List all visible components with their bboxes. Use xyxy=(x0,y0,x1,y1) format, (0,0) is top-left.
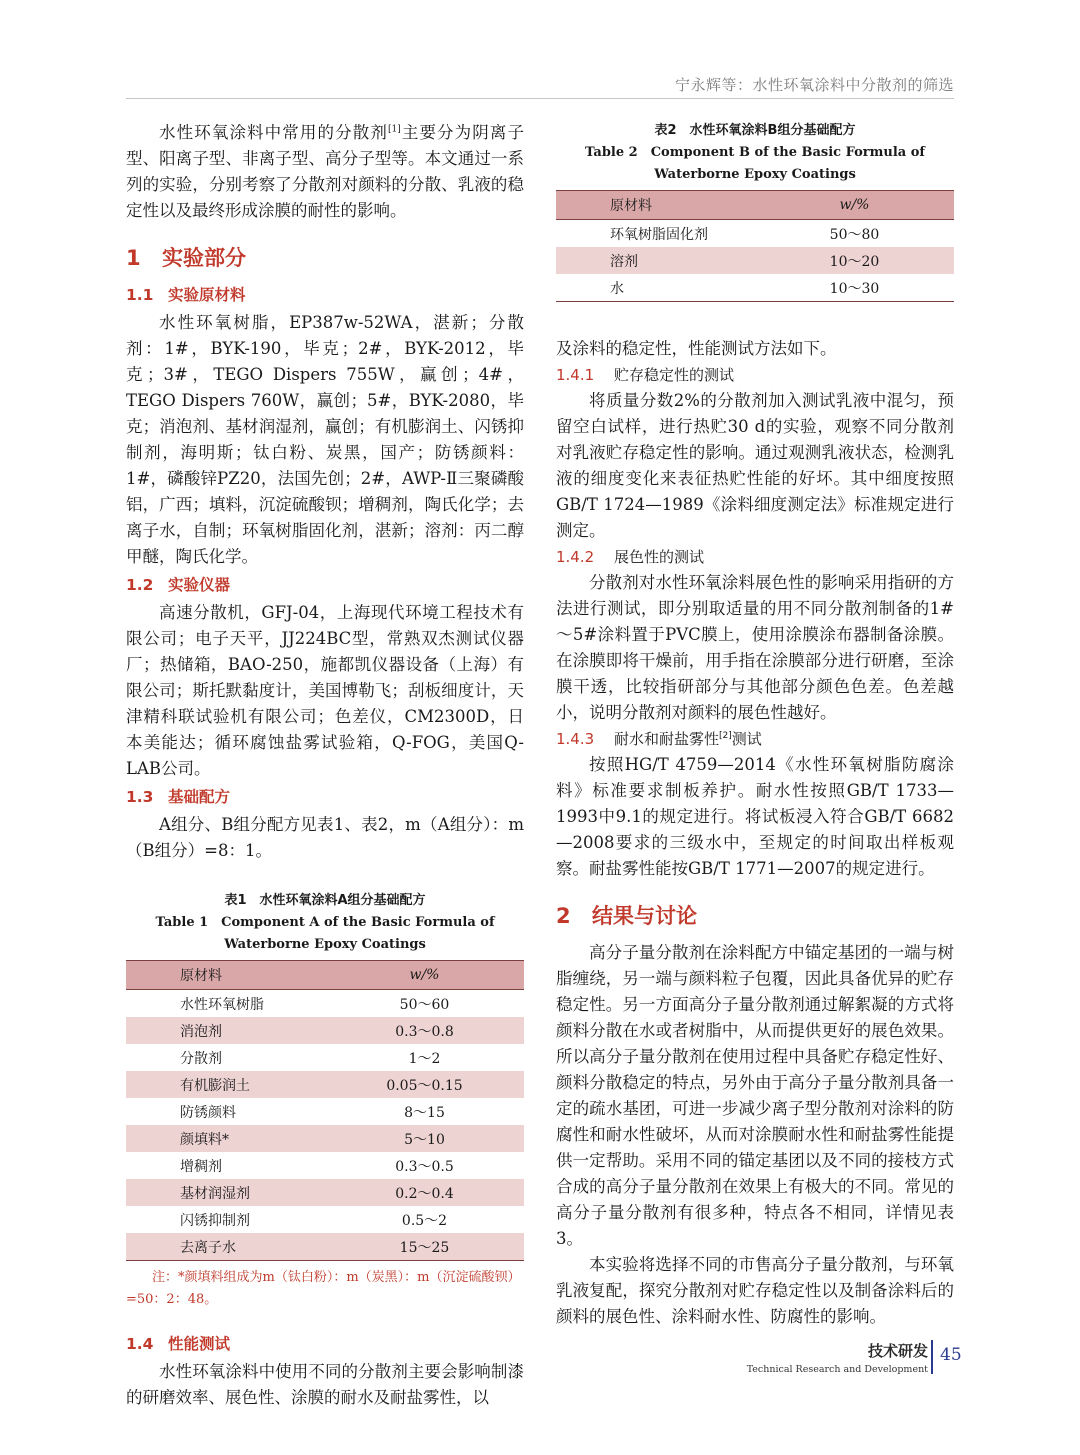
table-row xyxy=(556,220,954,248)
performance-paragraph: 水性环氧涂料中使用不同的分散剂主要会影响制漆的研磨效率、展色性、涂膜的耐水及耐盐雾性，以 xyxy=(126,1362,524,1407)
table-row xyxy=(126,990,524,1018)
table-row xyxy=(126,1071,524,1098)
table-cell: 15～25 xyxy=(325,1233,524,1261)
intro-text: 水性环氧涂料中常用的分散剂 xyxy=(159,123,388,142)
footer-divider xyxy=(931,1340,933,1374)
table-2-caption-en-2: Waterborne Epoxy Coatings xyxy=(654,167,856,182)
ref-mark: [1] xyxy=(387,124,401,135)
table-row xyxy=(126,1233,524,1261)
table-cell: 50～60 xyxy=(399,996,450,1013)
footer-section-zh: 技术研发 xyxy=(867,1342,928,1360)
table-cell: 1～2 xyxy=(408,1050,441,1067)
subsection-number: 1.4.1 xyxy=(556,366,595,384)
table-row xyxy=(126,1098,524,1125)
table-cell: 水性环氧树脂 xyxy=(180,996,264,1013)
section-1-1-heading xyxy=(126,282,524,308)
subsection-title: 展色性的测试 xyxy=(614,548,705,566)
column-header-material: 原材料 xyxy=(126,961,325,990)
table-1-caption-zh: 表1 水性环氧涂料A组分基础配方 xyxy=(224,893,426,908)
subsection-title: 实验原材料 xyxy=(168,286,246,304)
table-1-caption-en-1: Table 1 Component A of the Basic Formula of xyxy=(155,915,495,930)
intro-paragraph xyxy=(126,120,524,224)
subsection-number: 1.3 xyxy=(126,788,154,806)
table-cell: 分散剂 xyxy=(180,1050,222,1067)
section-title: 实验部分 xyxy=(162,246,246,270)
results-paragraph-1: 高分子量分散剂在涂料配方中锚定基团的一端与树脂缠绕，另一端与颜料粒子包覆，因此具备优异的贮存稳定性。另一方面高分子量分散剂通过解絮凝的方式将颜料分散在水或者树脂中，从而提供更好的展色效果。所以高分子量分散剂在使用过程中具备贮存稳定性好、颜料分散稳定的特点，另外由于高分子量分散剂具备一定的疏水基团，可进一步减少离子型分散剂对涂料的防腐性和耐水性破坏，从而对涂膜耐水性和耐盐雾性能提供一定帮助。采用不同的锚定基团以及不同的接枝方式合成的高分子量分散剂在效果上有极大的不同。常见的高分子量分散剂有很多种，特点各不相同，详情见表3。 xyxy=(556,943,954,1248)
water-salt-resistance-paragraph: 按照HG/T 4759—2014《水性环氧树脂防腐涂料》标准要求制板养护。耐水性按照GB/T 1733—1993中9.1的规定进行。将试板浸入符合GB/T 6682—2008要求的三级水中，至规定的时间取出样板观察。耐盐雾性能按GB/T 1771—2007的规定进行。 xyxy=(556,755,954,878)
section-1-2-heading xyxy=(126,572,524,598)
formula-paragraph: A组分、B组分配方见表1、表2，m（A组分）：m（B组分）=8：1。 xyxy=(126,815,524,860)
subsection-title: 基础配方 xyxy=(168,788,231,806)
table-header-row xyxy=(556,191,954,220)
subsection-number: 1.2 xyxy=(126,576,154,594)
table-cell: 8～15 xyxy=(404,1104,445,1121)
subsection-number: 1.4.3 xyxy=(556,730,595,748)
table-cell: 50～80 xyxy=(829,226,880,243)
subsection-number: 1.4 xyxy=(126,1335,154,1353)
section-1-4-2-heading xyxy=(556,544,954,570)
instruments-paragraph: 高速分散机，GFJ-04，上海现代环境工程技术有限公司；电子天平，JJ224BC型，常熟双杰测试仪器厂；热储箱，BAO-250，施都凯仪器设备（上海）有限公司；斯托默黏度计，美国博勒飞；刮板细度计，天津精科联试验机有限公司；色差仪，CM2300D，日本美能达；循环腐蚀盐雾试验箱，Q-FOG，美国Q-LAB公司。 xyxy=(126,603,524,778)
table-cell: 防锈颜料 xyxy=(180,1104,236,1121)
table-row xyxy=(126,1044,524,1071)
section-number: 2 xyxy=(556,904,571,928)
table-cell: 5～10 xyxy=(325,1125,524,1152)
table-row xyxy=(126,1152,524,1179)
section-1-4-heading xyxy=(126,1331,524,1357)
table-cell: 增稠剂 xyxy=(180,1158,222,1175)
table-cell: 基材润湿剂 xyxy=(126,1179,325,1206)
table-cell: 有机膨润土 xyxy=(126,1071,325,1098)
section-1-heading xyxy=(126,242,524,272)
table-cell: 10～30 xyxy=(755,274,954,302)
table-1-caption-en-2: Waterborne Epoxy Coatings xyxy=(224,937,426,952)
table-cell: 10～20 xyxy=(755,247,954,274)
section-2-heading xyxy=(556,900,954,930)
table-row xyxy=(556,247,954,274)
header-rule xyxy=(126,98,954,99)
section-1-3-heading xyxy=(126,784,524,810)
table-1 xyxy=(126,960,524,1261)
results-paragraph-2: 本实验将选择不同的市售高分子量分散剂，与环氧乳液复配，探究分散剂对贮存稳定性以及制备涂料后的颜料的展色性、涂料耐水性、防腐性的影响。 xyxy=(556,1255,954,1326)
table-cell: 消泡剂 xyxy=(126,1017,325,1044)
table-2-caption-en-1: Table 2 Component B of the Basic Formula of xyxy=(584,145,926,160)
column-header-fraction: w/% xyxy=(325,961,524,990)
color-development-paragraph: 分散剂对水性环氧涂料展色性的影响采用指研的方法进行测试，即分别取适量的用不同分散剂制备的1#～5#涂料置于PVC膜上，使用涂膜涂布器制备涂膜。在涂膜即将干燥前，用手指在涂膜部分进行研磨，至涂膜干透，比较指研部分与其他部分颜色色差。色差越小，说明分散剂对颜料的展色性越好。 xyxy=(556,573,954,722)
ref-mark: [2] xyxy=(719,731,732,741)
page-number: 45 xyxy=(940,1345,962,1365)
table-cell: 0.3～0.8 xyxy=(325,1017,524,1044)
subsection-title: 耐水和耐盐雾性 xyxy=(614,730,720,748)
column-header-material: 原材料 xyxy=(556,191,755,220)
table-row xyxy=(126,1125,524,1152)
table-cell: 闪锈抑制剂 xyxy=(180,1212,250,1229)
intro-text-rest: 主要分为阴离子型、阳离子型、非离子型、高分子型等。本文通过一系列的实验，分别考察了分散剂对颜料的分散、乳液的稳定性以及最终形成涂膜的耐性的影响。 xyxy=(126,123,525,220)
footer-section-en: Technical Research and Development xyxy=(746,1364,928,1375)
table-cell: 0.5～2 xyxy=(401,1212,448,1229)
subsection-number: 1.1 xyxy=(126,286,154,304)
subsection-title: 贮存稳定性的测试 xyxy=(614,366,735,384)
table-cell: 环氧树脂固化剂 xyxy=(610,226,708,243)
section-1-4-1-heading xyxy=(556,362,954,388)
left-column xyxy=(126,120,524,1411)
table-cell: 去离子水 xyxy=(126,1233,325,1261)
table-2 xyxy=(556,190,954,302)
subsection-title-end: 测试 xyxy=(731,730,762,748)
table-row xyxy=(126,1017,524,1044)
column-header-fraction: w/% xyxy=(755,191,954,220)
table-header-row xyxy=(126,961,524,990)
table-row xyxy=(126,1179,524,1206)
running-header: 宁永辉等：水性环氧涂料中分散剂的筛选 xyxy=(674,76,954,94)
table-cell: 0.05～0.15 xyxy=(325,1071,524,1098)
table-2-caption-zh: 表2 水性环氧涂料B组分基础配方 xyxy=(654,123,856,138)
table-cell: 颜填料* xyxy=(126,1125,325,1152)
subsection-title: 性能测试 xyxy=(168,1335,231,1353)
table-row xyxy=(556,274,954,302)
table-row xyxy=(126,1206,524,1233)
storage-stability-paragraph: 将质量分数2%的分散剂加入测试乳液中混匀，预留空白试样，进行热贮30 d的实验，观察不同分散剂对乳液贮存稳定性的影响。通过观测乳液状态，检测乳液的细度变化来表征热贮性能的好坏。其中细度按照GB/T 1724—1989《涂料细度测定法》标准规定进行测定。 xyxy=(556,391,954,540)
subsection-title: 实验仪器 xyxy=(168,576,231,594)
table-cell: 溶剂 xyxy=(556,247,755,274)
right-column xyxy=(556,120,954,1330)
section-1-4-3-heading xyxy=(556,726,954,752)
table-cell: 0.3～0.5 xyxy=(395,1158,454,1175)
table-cell: 水 xyxy=(556,274,755,302)
section-title: 结果与讨论 xyxy=(592,904,697,928)
table-cell: 0.2～0.4 xyxy=(325,1179,524,1206)
subsection-number: 1.4.2 xyxy=(556,548,595,566)
materials-paragraph: 水性环氧树脂，EP387w-52WA，湛新；分散剂：1#，BYK-190，毕克；2#，BYK-2012，毕克；3#，TEGO Dispers 755W，赢创；4#，TEGO Dispers 760W，赢创；5#，BYK-2080，毕克；消泡剂、基材润湿剂，赢创；有机膨润土、闪锈抑制剂，海明斯；钛白粉、炭黑，国产；防锈颜料：1#，磷酸锌PZ20，法国先创；2#，AWP-Ⅱ三聚磷酸铝，广西；填料，沉淀硫酸钡；增稠剂，陶氏化学；去离子水，自制；环氧树脂固化剂，湛新；溶剂：丙二醇甲醚，陶氏化学。 xyxy=(126,313,524,566)
table-1-note: 注：*颜填料组成为m（钛白粉）：m（炭黑）：m（沉淀硫酸钡）=50：2：48。 xyxy=(126,1270,521,1307)
continued-paragraph: 及涂料的稳定性，性能测试方法如下。 xyxy=(556,339,837,358)
section-number: 1 xyxy=(126,246,141,270)
